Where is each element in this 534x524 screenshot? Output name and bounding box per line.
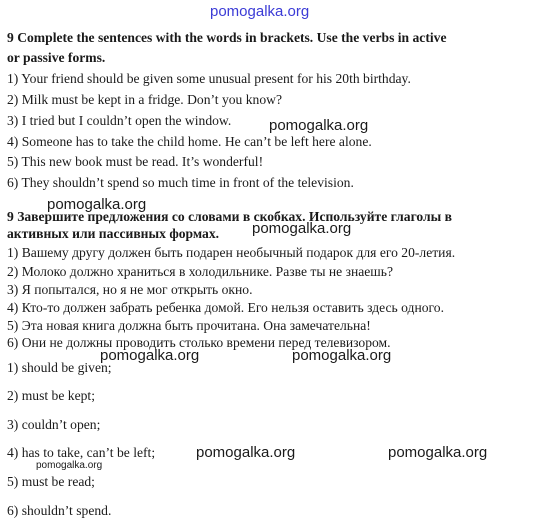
russian-heading-line-2: активных или пассивных формах. [7,226,220,241]
english-sentence-6: 6) They shouldn’t spend so much time in front of the television. [7,175,354,190]
english-sentence-1: 1) Your friend should be given some unusual present for his 20th birthday. [7,71,411,86]
english-sentence-5: 5) This new book must be read. It’s wonderful! [7,154,264,169]
answer-5: 5) must be read; [7,474,95,489]
answer-2: 2) must be kept; [7,388,95,403]
russian-sentence-2: 2) Молоко должно храниться в холодильнике. Разве ты не знаешь? [7,264,394,279]
watermark-top: pomogalka.org [210,3,310,20]
english-sentence-4: 4) Someone has to take the child home. He can’t be left here alone. [7,134,372,149]
russian-sentence-6: 6) Они не должны проводить столько времени перед телевизором. [7,335,391,350]
answer-1: 1) should be given; [7,360,112,375]
russian-sentence-5: 5) Эта новая книга должна быть прочитана. Она замечательна! [7,318,371,333]
answer-4: 4) has to take, can’t be left; [7,445,156,460]
russian-sentence-3: 3) Я попытался, но я не мог открыть окно. [7,282,253,297]
answer-3: 3) couldn’t open; [7,417,101,432]
answer-6: 6) shouldn’t spend. [7,503,112,518]
english-sentence-2: 2) Milk must be kept in a fridge. Don’t you know? [7,92,282,107]
english-sentence-3: 3) I tried but I couldn’t open the window. [7,113,232,128]
watermark-3: pomogalka.org [252,220,352,237]
english-heading-line-1: 9 Complete the sentences with the words in brackets. Use the verbs in active [7,30,447,45]
russian-heading-line-1: 9 Завершите предложения со словами в скобках. Используйте глаголы в [7,209,452,224]
watermark-5: pomogalka.org [292,347,392,364]
watermark-7: pomogalka.org [388,444,488,461]
russian-sentence-1: 1) Вашему другу должен быть подарен необычный подарок для его 20-летия. [7,245,456,260]
watermark-6: pomogalka.org [196,444,296,461]
english-heading-line-2: or passive forms. [7,50,106,65]
watermark-4: pomogalka.org [100,347,200,364]
russian-sentence-4: 4) Кто-то должен забрать ребенка домой. Его нельзя оставить здесь одного. [7,300,444,315]
watermark-1: pomogalka.org [269,117,369,134]
watermark-2: pomogalka.org [47,196,147,213]
watermark-small: pomogalka.org [36,460,103,471]
